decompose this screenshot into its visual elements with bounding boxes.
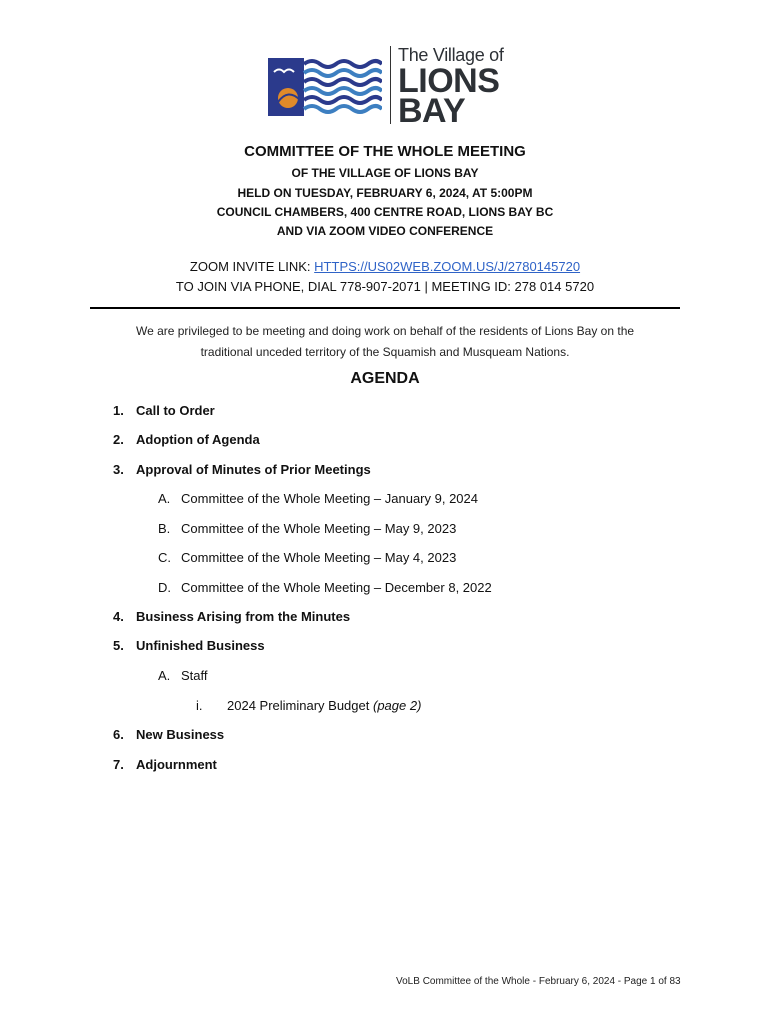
item-text: Approval of Minutes of Prior Meetings	[136, 462, 371, 477]
item-text	[227, 698, 421, 713]
item-text: Committee of the Whole Meeting – December 8, 2022	[181, 580, 492, 595]
item-number: 2.	[113, 432, 124, 447]
item-number: D.	[158, 580, 171, 595]
logo-line-2: LIONS	[398, 62, 500, 100]
item-text: Staff	[181, 668, 208, 683]
acknowledgement-line-2: traditional unceded territory of the Squamish and Musqueam Nations.	[200, 345, 570, 359]
page-footer: VoLB Committee of the Whole - February 6, 2024 - Page 1 of 83	[396, 976, 681, 987]
zoom-label: ZOOM INVITE LINK:	[189, 259, 315, 274]
item-number: 6.	[113, 727, 124, 742]
village-logo	[268, 44, 508, 130]
logo-divider	[390, 46, 391, 124]
logo-line-1: The Village of	[398, 45, 504, 65]
phone-info: TO JOIN VIA PHONE, DIAL 778-907-2071 | MEETING ID: 278 014 5720	[175, 279, 595, 294]
item-text: Adjournment	[136, 757, 217, 772]
item-text: Committee of the Whole Meeting – January 9, 2024	[181, 491, 478, 506]
agenda-title: AGENDA	[350, 370, 420, 387]
item-text: Adoption of Agenda	[136, 432, 260, 447]
zoom-invite	[0, 259, 770, 274]
item-text: Business Arising from the Minutes	[136, 609, 351, 624]
header-divider	[90, 307, 680, 309]
header-line-4: AND VIA ZOOM VIDEO CONFERENCE	[276, 224, 494, 238]
header-line-1: OF THE VILLAGE OF LIONS BAY	[291, 166, 479, 180]
item-number: 4.	[113, 609, 124, 624]
logo-wordmark	[398, 44, 504, 130]
header-line-3: COUNCIL CHAMBERS, 400 CENTRE ROAD, LIONS BAY BC	[216, 205, 554, 219]
land-acknowledgement	[0, 321, 770, 363]
item-text: Committee of the Whole Meeting – May 9, 2023	[181, 521, 457, 536]
item-number: C.	[158, 550, 171, 565]
item-label: 2024 Preliminary Budget	[227, 698, 373, 713]
zoom-link[interactable]: HTTPS://US02WEB.ZOOM.US/J/2780145720	[314, 259, 581, 274]
page-reference: (page 2)	[372, 698, 422, 713]
item-number: 7.	[113, 757, 124, 772]
acknowledgement-line-1: We are privileged to be meeting and doing work on behalf of the residents of Lions Bay on the	[135, 324, 635, 338]
item-number: i.	[196, 698, 203, 713]
lions-bay-emblem-icon	[268, 58, 382, 116]
item-number: B.	[158, 521, 171, 536]
item-number: A.	[158, 668, 171, 683]
logo-line-3: BAY	[398, 92, 466, 130]
item-number: A.	[158, 491, 171, 506]
item-text: Committee of the Whole Meeting – May 4, 2023	[181, 550, 457, 565]
meeting-title: COMMITTEE OF THE WHOLE MEETING	[244, 143, 526, 160]
item-text: New Business	[136, 727, 225, 742]
item-number: 5.	[113, 638, 124, 653]
item-text: Unfinished Business	[136, 638, 265, 653]
item-number: 1.	[113, 403, 124, 418]
header-line-2: HELD ON TUESDAY, FEBRUARY 6, 2024, AT 5:00PM	[237, 186, 533, 200]
item-text: Call to Order	[136, 403, 215, 418]
item-number: 3.	[113, 462, 124, 477]
